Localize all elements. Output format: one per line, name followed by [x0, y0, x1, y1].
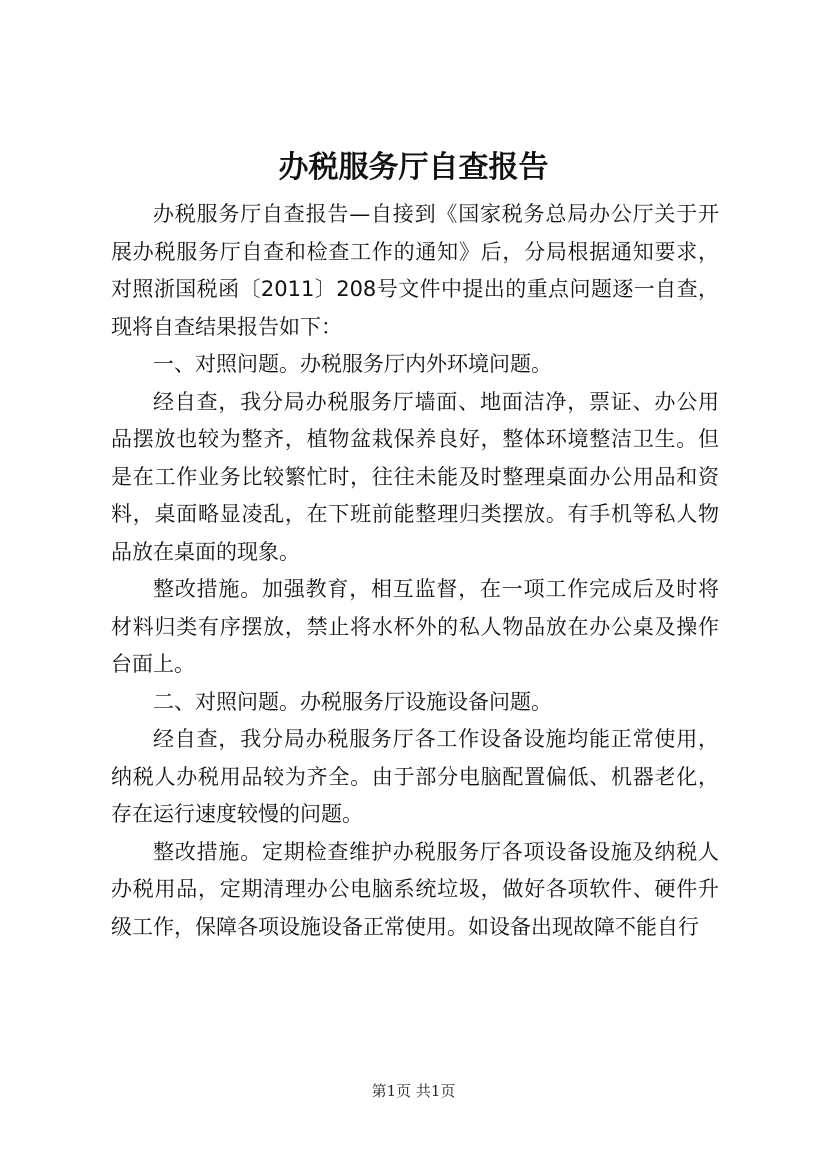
paragraph-section-1-findings: 经自查，我分局办税服务厅墙面、地面洁净，票证、办公用品摆放也较为整齐，植物盆栽保养良好，整体环境整洁卫生。但是在工作业务比较繁忙时，往往未能及时整理桌面办公用品和资料，桌面略显凌乱，在下班前能整理归类摆放。有手机等私人物品放在桌面的现象。	[111, 389, 719, 564]
paragraph-intro: 办税服务厅自查报告—自接到《国家税务总局办公厅关于开展办税服务厅自查和检查工作的通知》后，分局根据通知要求，对照浙国税函〔2011〕208号文件中提出的重点问题逐一自查，现将自查结果报告如下：	[111, 202, 719, 339]
paragraph-section-1-heading: 一、对照问题。办税服务厅内外环境问题。	[153, 352, 552, 376]
paragraph-section-2-heading: 二、对照问题。办税服务厅设施设备问题。	[153, 689, 552, 714]
paragraph-section-1-measures: 整改措施。加强教育，相互监督，在一项工作完成后及时将材料归类有序摆放，禁止将水杯外的私人物品放在办公桌及操作台面上。	[111, 577, 719, 676]
document-title: 办税服务厅自查报告	[278, 150, 549, 185]
document-body	[111, 196, 719, 946]
page-footer: 第1页 共1页	[371, 1082, 456, 1100]
paragraph-section-2-findings: 经自查，我分局办税服务厅各工作设备设施均能正常使用，纳税人办税用品较为齐全。由于部分电脑配置偏低、机器老化，存在运行速度较慢的问题。	[111, 727, 719, 826]
paragraph-section-2-measures: 整改措施。定期检查维护办税服务厅各项设备设施及纳税人办税用品，定期清理办公电脑系统垃圾，做好各项软件、硬件升级工作，保障各项设施设备正常使用。如设备出现故障不能自行	[111, 839, 719, 939]
